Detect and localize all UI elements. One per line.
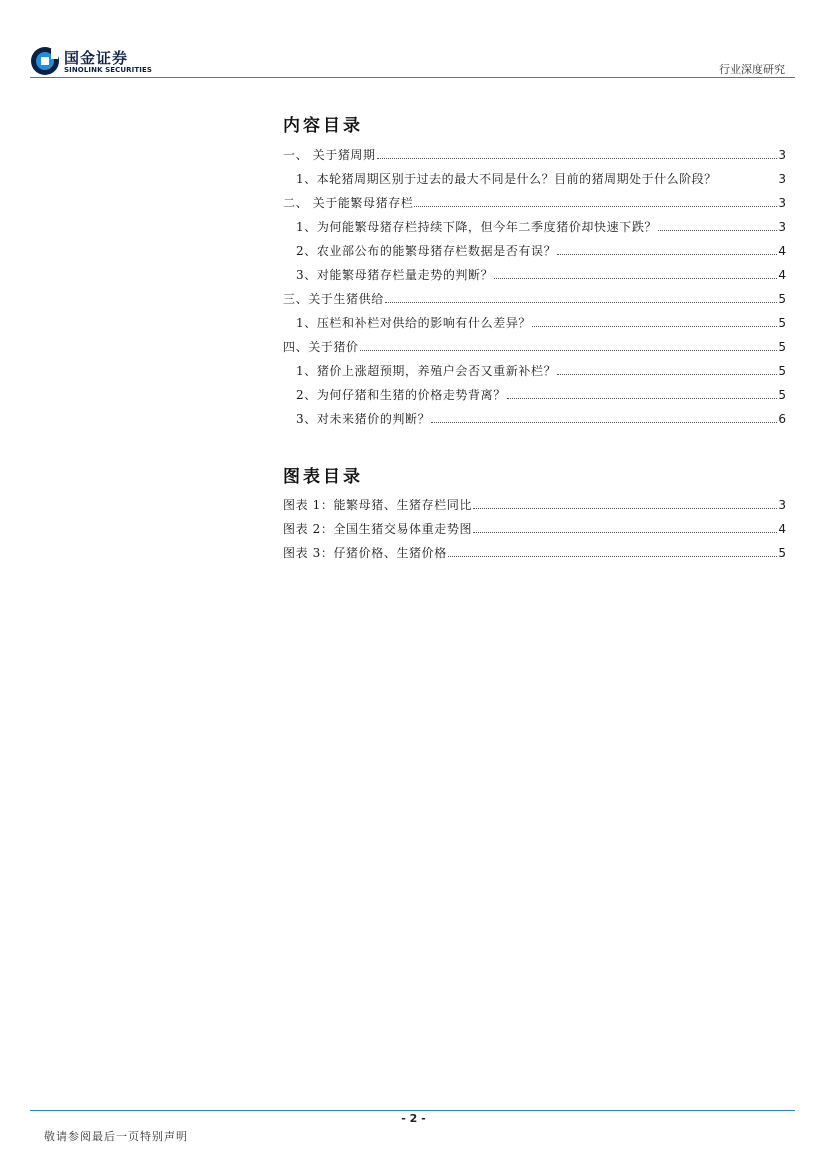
toc-entry-page: 3 <box>778 220 786 234</box>
toc-entry-label: 一、 关于猪周期 <box>283 148 376 162</box>
toc-entry-label: 3、对能繁母猪存栏量走势的判断？ <box>296 268 494 282</box>
toc-entry-page: 4 <box>778 268 786 282</box>
toc-entry-page: 5 <box>778 292 786 306</box>
toc-entry-page: 5 <box>778 340 786 354</box>
toc-entry-label: 三、关于生猪供给 <box>283 292 384 306</box>
dot-leader <box>385 293 778 303</box>
toc-entry-label: 1、压栏和补栏对供给的影响有什么差异？ <box>296 316 532 330</box>
toc-entry[interactable] <box>283 266 786 282</box>
toc-entry-label: 1、为何能繁母猪存栏持续下降，但今年二季度猪价却快速下跌？ <box>296 220 658 234</box>
toc-entry-label: 3、对未来猪价的判断？ <box>296 412 431 426</box>
figure-entry-label: 图表 1：能繁母猪、生猪存栏同比 <box>283 498 473 512</box>
dot-leader <box>494 269 777 279</box>
contents-section <box>283 111 786 136</box>
toc-entry-page: 4 <box>778 244 786 258</box>
figures-title: 图表目录 <box>283 467 363 487</box>
company-logo <box>30 46 160 80</box>
toc-entry[interactable] <box>283 410 786 426</box>
dot-leader <box>431 413 777 423</box>
dot-leader <box>473 523 777 533</box>
toc-entry-label: 四、关于猪价 <box>283 340 359 354</box>
toc-entry-page: 3 <box>778 148 786 162</box>
figure-entry-page: 4 <box>778 522 786 536</box>
header-divider <box>30 77 795 78</box>
sinolink-logo-icon <box>30 46 60 76</box>
dot-leader <box>658 221 777 231</box>
dot-leader <box>473 499 777 509</box>
dot-leader <box>557 365 777 375</box>
figure-entry-label: 图表 3：仔猪价格、生猪价格 <box>283 546 447 560</box>
page-number: - 2 - <box>401 1112 426 1125</box>
dot-leader <box>557 245 777 255</box>
dot-leader <box>507 389 778 399</box>
figure-entry-page: 5 <box>778 546 786 560</box>
logo-chinese-name: 国金证券 <box>64 49 129 67</box>
toc-entry-page: 5 <box>778 316 786 330</box>
toc-entry-page: 6 <box>778 412 786 426</box>
toc-entry-label: 2、农业部公布的能繁母猪存栏数据是否有误？ <box>296 244 557 258</box>
toc-entry[interactable] <box>283 146 786 162</box>
toc-entry-page: 5 <box>778 388 786 402</box>
figure-entry[interactable] <box>283 520 786 536</box>
toc-entry-page: 5 <box>778 364 786 378</box>
contents-title: 内容目录 <box>283 116 363 136</box>
dot-leader <box>448 547 778 557</box>
dot-leader <box>360 341 778 351</box>
disclaimer-note: 敬请参阅最后一页特别声明 <box>44 1130 188 1143</box>
toc-entry-label: 1、本轮猪周期区别于过去的最大不同是什么？目前的猪周期处于什么阶段？ <box>296 172 717 186</box>
toc-entry[interactable] <box>283 338 786 354</box>
toc-entry[interactable] <box>283 290 786 306</box>
figures-section <box>283 462 786 487</box>
toc-entry[interactable] <box>283 314 786 330</box>
toc-entry-label: 1、猪价上涨超预期，养殖户会否又重新补栏？ <box>296 364 557 378</box>
figure-entry[interactable] <box>283 544 786 560</box>
dot-leader <box>717 170 779 179</box>
toc-entry[interactable] <box>283 218 786 234</box>
figure-entry-page: 3 <box>778 498 786 512</box>
toc-entry-label: 2、为何仔猪和生猪的价格走势背离？ <box>296 388 506 402</box>
figure-entry[interactable] <box>283 496 786 512</box>
toc-entry[interactable] <box>283 170 786 186</box>
footer-divider <box>30 1110 795 1111</box>
toc-entry[interactable] <box>283 386 786 402</box>
report-type: 行业深度研究 <box>719 63 785 76</box>
toc-entry-label: 二、 关于能繁母猪存栏 <box>283 196 414 210</box>
toc-entry-page: 3 <box>778 196 786 210</box>
toc-entry-page: 3 <box>778 172 786 186</box>
figure-entry-label: 图表 2：全国生猪交易体重走势图 <box>283 522 473 536</box>
dot-leader <box>532 317 777 327</box>
logo-english-name: SINOLINK SECURITIES <box>64 66 152 74</box>
toc-entry[interactable] <box>283 362 786 378</box>
toc-entry[interactable] <box>283 242 786 258</box>
dot-leader <box>377 149 778 159</box>
toc-entry[interactable] <box>283 194 786 210</box>
dot-leader <box>414 197 777 207</box>
